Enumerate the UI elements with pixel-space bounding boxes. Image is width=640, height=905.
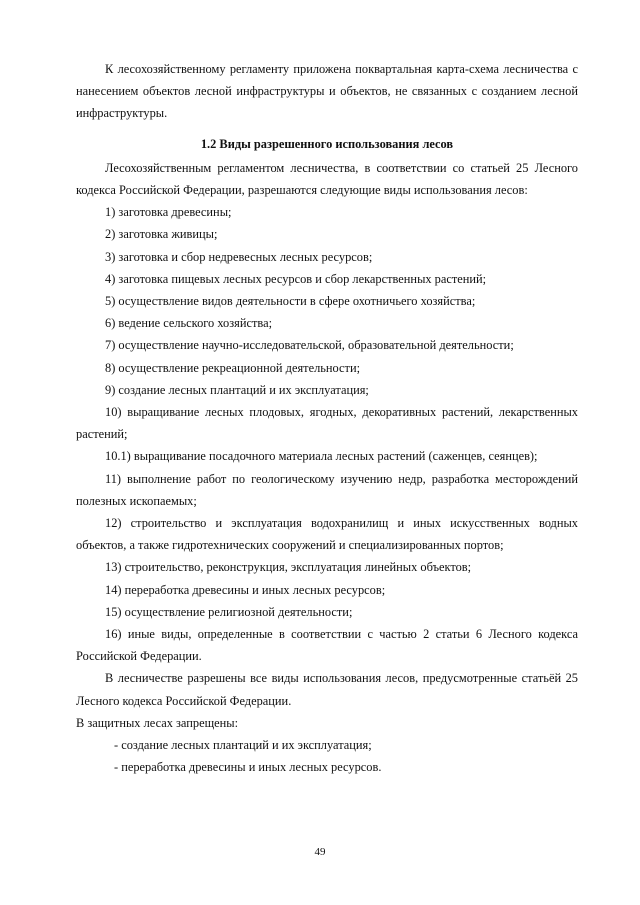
list-item: 6) ведение сельского хозяйства;	[105, 316, 273, 331]
list-item: 5) осуществление видов деятельности в сфере охотничьего хозяйства;	[105, 294, 476, 309]
list-item: 10) выращивание лесных плодовых, ягодных, декоративных растений, лекарственных растений;	[76, 405, 578, 442]
list-item: 9) создание лесных плантаций и их эксплуатация;	[105, 382, 369, 397]
list-item: 14) переработка древесины и иных лесных ресурсов;	[105, 582, 386, 597]
list-item: 4) заготовка пищевых лесных ресурсов и сбор лекарственных растений;	[105, 271, 487, 286]
conclusion-paragraph: В лесничестве разрешены все виды использования лесов, предусмотренные статьёй 25 Лесного кодекса Российской Федерации.	[76, 671, 578, 708]
forbidden-list	[76, 734, 578, 778]
lead-paragraph: Лесохозяйственным регламентом лесничества, в соответствии со статьей 25 Лесного кодекса Российской Федерации, разрешаются следующие виды использования лесов:	[76, 160, 578, 198]
forbidden-item: - переработка древесины и иных лесных ресурсов.	[114, 760, 382, 775]
list-item: 15) осуществление религиозной деятельности;	[105, 604, 353, 619]
list-item: 13) строительство, реконструкция, эксплуатация линейных объектов;	[105, 560, 472, 575]
list-item: 7) осуществление научно-исследовательской, образовательной деятельности;	[105, 338, 514, 353]
forbidden-item: - создание лесных плантаций и их эксплуатация;	[114, 738, 372, 753]
section-heading: 1.2 Виды разрешенного использования лесов	[200, 136, 454, 151]
list-item: 8) осуществление рекреационной деятельности;	[105, 360, 361, 375]
page-number: 49	[314, 846, 326, 858]
document-page	[76, 58, 578, 779]
forbidden-title: В защитных лесах запрещены:	[76, 715, 239, 730]
list-item: 3) заготовка и сбор недревесных лесных ресурсов;	[105, 249, 373, 264]
list-item: 1) заготовка древесины;	[105, 205, 232, 220]
list-item: 10.1) выращивание посадочного материала лесных растений (саженцев, сеянцев);	[105, 449, 538, 464]
list-item: 16) иные виды, определенные в соответствии с частью 2 статьи 6 Лесного кодекса Российской Федерации.	[76, 627, 578, 664]
list-item: 12) строительство и эксплуатация водохранилищ и иных искусственных водных объектов, а также гидротехнических сооружений и специализированных портов;	[76, 516, 578, 553]
list-item: 11) выполнение работ по геологическому изучению недр, разработка месторождений полезных ископаемых;	[76, 471, 578, 508]
intro-paragraph: К лесохозяйственному регламенту приложена поквартальная карта-схема лесничества с нанесением объектов лесной инфраструктуры и объектов, не связанных с созданием лесной инфраструктуры.	[76, 62, 578, 121]
allowed-uses-list	[76, 201, 578, 667]
list-item: 2) заготовка живицы;	[105, 227, 218, 242]
